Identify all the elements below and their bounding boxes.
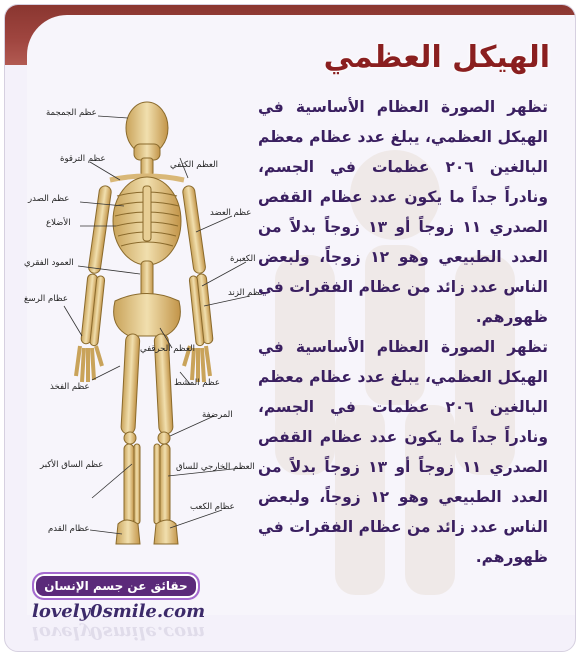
label-spine: العمود الفقري [24, 258, 74, 268]
label-clavicle: عظم الترقوة [60, 154, 106, 164]
pelvis-shape [114, 294, 181, 337]
skeleton-drawing [20, 96, 270, 556]
label-tibia: عظم الساق الأكبر [40, 460, 104, 470]
category-badge-label: حقائق عن جسم الإنسان [44, 579, 188, 593]
label-ankle: عظام الكعب [190, 502, 235, 512]
article-text [258, 92, 548, 572]
skeleton-illustration [20, 96, 270, 556]
label-foot: عظام القدم [48, 524, 90, 534]
site-watermark-reflection: lovely0smile.com [32, 622, 206, 643]
category-badge[interactable] [32, 572, 200, 600]
site-watermark: lovely0smile.com [32, 601, 206, 622]
label-skull: عظم الجمجمة [46, 108, 97, 118]
label-ribs: الأضلاع [46, 218, 71, 228]
label-radius: عظم الزند [228, 288, 265, 298]
label-patella: المرضفة [202, 410, 233, 420]
label-sternum: عظم الصدر [28, 194, 70, 204]
label-fibula: العظم الخارجي للساق [176, 462, 255, 472]
paragraph-1: تظهر الصورة العظام الأساسية في الهيكل العظمي، يبلغ عدد عظام معظم البالغين ٢٠٦ عظمات في الجسم، ونادراً جداً ما يكون عدد عظام القفص الصدري ١١ زوجاً أو ١٣ زوجاً بدلاً من العدد الطبيعي وهو ١٢ زوجاً، ولبعض الناس عدد زائد من عظام الفقرات في ظهورهم. [258, 98, 548, 326]
label-humerus: عظم العضد [210, 208, 252, 218]
label-wrist: عظام الرسغ [24, 294, 68, 304]
paragraph-2: تظهر الصورة العظام الأساسية في الهيكل العظمي، يبلغ عدد عظام معظم البالغين ٢٠٦ عظمات في الجسم، ونادراً جداً ما يكون عدد عظام القفص الصدري ١١ زوجاً أو ١٣ زوجاً بدلاً من العدد الطبيعي وهو ١٢ زوجاً، ولبعض الناس عدد زائد من عظام الفقرات في ظهورهم. [258, 338, 548, 566]
page-title: الهيكل العظمي [323, 40, 550, 75]
label-scapula: العظم الكتفي [170, 160, 218, 170]
label-hand: عظم المشط [174, 378, 220, 388]
label-femur: عظم الفخذ [50, 382, 90, 392]
label-ulna: الكعبرة [230, 254, 256, 264]
label-pelvis: العظم الحرقفي [140, 344, 195, 354]
